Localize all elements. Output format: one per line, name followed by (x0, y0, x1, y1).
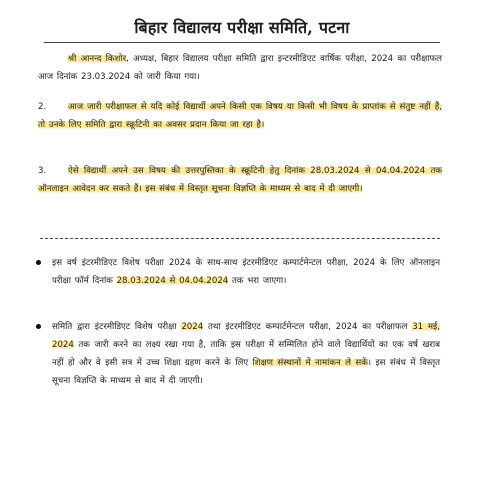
paragraph-3 (38, 162, 442, 198)
paragraph-1-text: , अध्यक्ष, बिहार विद्यालय परीक्षा समिति द्वारा इन्टरमीडिएट वार्षिक परीक्षा, 2024 का परीक्षाफल आज दिनांक 23.03.2024 को जारी किया गया। (38, 54, 442, 82)
bullet-2-text-b: तथा इंटरमीडिएट कम्पार्टमेन्टल परीक्षा, 2024 का परीक्षाफल (203, 322, 413, 332)
bullet-dot-icon (36, 324, 41, 329)
bullet-1-text-a: इस वर्ष इंटरमीडिएट विशेष परीक्षा 2024 के साथ-साथ इंटरमीडिएट कम्पार्टमेन्टल परीक्षा, 2024 के लिए ऑनलाइन परीक्षा फॉर्म दिनांक (52, 258, 440, 286)
bullet-2-date: 31 मई, 2024 (52, 322, 441, 350)
paragraph-3-text: ऐसे विद्यार्थी अपने उस विषय की उत्तरपुस्तिका के स्क्रूटिनी हेतु दिनांक 28.03.2024 से 04.04.2024 तक ऑनलाइन आवेदन कर सकते हैं। इस संबंध में विस्तृत सूचना विज्ञप्ति के माध्यम से बाद में दी जाएगी। (38, 166, 442, 194)
section-divider (40, 238, 440, 239)
document-title: बिहार विद्यालय परीक्षा समिति, पटना (134, 18, 350, 37)
bullet-item-1 (52, 254, 440, 290)
bullet-1-dates: 28.03.2024 से 04.04.2024 (116, 276, 229, 286)
paragraph-1 (38, 50, 442, 86)
bullet-2-text-a: समिति द्वारा इंटरमीडिएट विशेष परीक्षा (52, 322, 182, 332)
bullet-dot-icon (36, 260, 41, 265)
bullet-2-year: 2024 (181, 322, 204, 332)
paragraph-3-number: 3. (38, 166, 47, 176)
bullet-1-text-b: तक भरा जाएगा। (228, 276, 287, 286)
paragraph-2-number: 2. (38, 102, 47, 112)
bullet-2-admission: शिक्षण संस्थानों में नामांकन ले सकें (252, 358, 368, 368)
paragraph-2 (38, 98, 442, 134)
bullet-2-text-d: । इस संबंध में विस्तृत सूचना विज्ञप्ति के माध्यम से बाद में दी जाएगी। (52, 358, 441, 386)
bullet-2-text-c: तक जारी करने का लक्ष्य रखा गया है, ताकि इस परीक्षा में सम्मिलित होने वाले विद्यार्थियों का एक वर्ष खराब नहीं हो और वे इसी सत्र में उच्च शिक्षा ग्रहण करने के लिए (52, 340, 440, 368)
paragraph-2-text: आज जारी परीक्षाफल से यदि कोई विद्यार्थी अपने किसी एक विषय या किसी भी विषय के प्राप्तांक से संतुष्ट नहीं हैं, तो उनके लिए समिति द्वारा स्क्रूटिनी का अवसर प्रदान किया जा रहा है। (38, 102, 442, 130)
chairman-name: श्री आनन्द किशोर (68, 54, 127, 64)
title-underline (44, 42, 440, 43)
bullet-item-2 (52, 318, 440, 390)
